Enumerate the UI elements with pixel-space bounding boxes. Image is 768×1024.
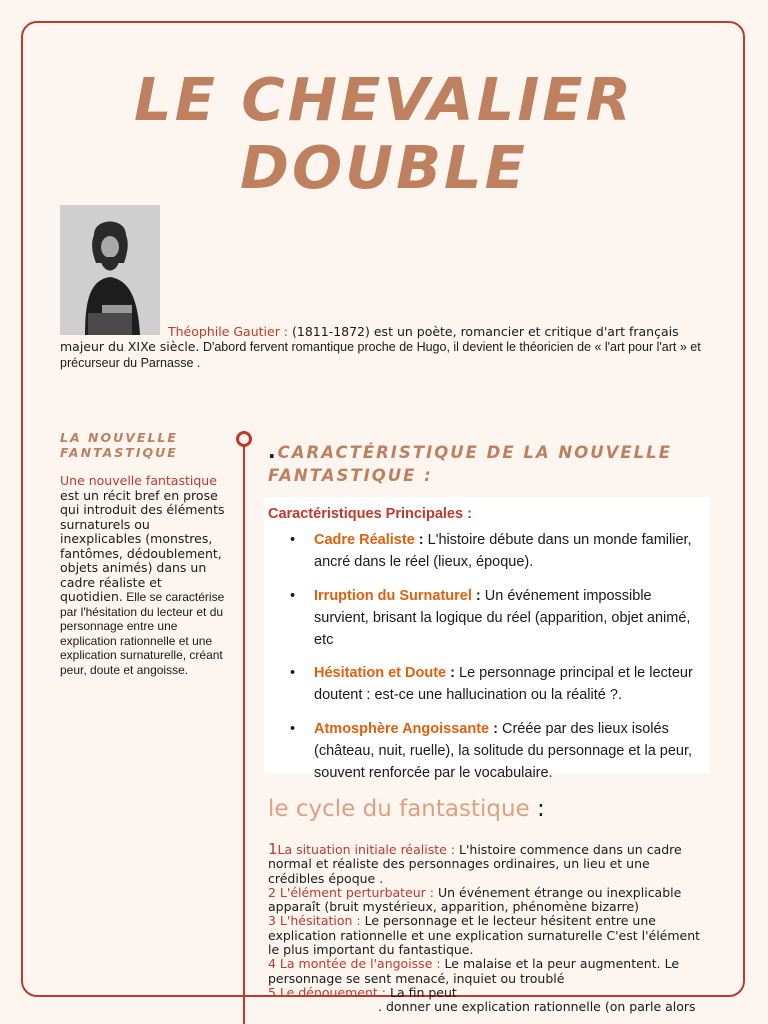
step-number: 1 [268,840,278,858]
step-text: L'histoire commence dans un cadre normal et réaliste des personnages ordinaires, un lieu et une crédibles époque . [268,842,682,886]
item-label: Irruption du Surnaturel [314,587,472,604]
cycle-heading [268,794,545,824]
portrait-image [60,205,160,335]
sidebar-lead: Une nouvelle fantastique [60,473,217,488]
item-text: L'histoire débute dans un monde familier, ancré dans le réel (lieux, époque). [314,532,692,570]
cycle-step [268,914,708,957]
list-item [314,718,706,784]
item-label: Atmosphère Angoissante [314,720,490,737]
step-label: L'élément perturbateur : [275,884,435,900]
cycle-continuation: . donner une explication rationnelle (on parle alors [378,999,696,1015]
list-item [314,529,706,573]
card-title: Caractéristiques Principales : [268,506,472,522]
item-separator: : [489,720,502,737]
step-text: Un événement étrange ou inexplicable apparaît (bruit mystérieux, apparition, phénomène bizarre) [268,884,682,915]
cycle-step [268,986,708,1000]
item-separator: : [471,587,485,604]
sidebar-heading: LA NOUVELLE FANTASTIQUE [60,430,178,460]
characteristics-list [268,529,706,784]
cycle-heading-text: le cycle du fantastique [268,796,530,822]
sidebar-text-a: est un récit bref en prose qui introduit des éléments surnaturels ou inexplicables (monstres, fantômes, dédoublement, objets animés) dans un cadre réaliste et quotidien. [60,487,225,604]
item-text: Créée par des lieux isolés (château, nuit, ruelle), la solitude du personnage et la peur, souvent renforcée par le vocabulaire. [314,720,693,781]
step-text: Le personnage et le lecteur hésitent entre une explication rationnelle et une explication surnaturelle C'est l'élément le plus important du fantastique. [268,913,701,958]
cycle-step [268,886,708,915]
step-label: La situation initiale réaliste : [277,842,456,857]
heading-bullet: . [268,439,278,463]
step-number: 5 [268,984,276,1000]
author-name: Théophile Gautier : [168,324,289,339]
item-separator: : [446,665,460,681]
author-portrait [60,205,160,335]
step-label: L'hésitation : [275,913,361,929]
step-number: 3 [268,913,276,929]
step-text: La fin peut [386,984,457,1000]
item-label: Cadre Réaliste [314,532,415,548]
author-intro-text-a: (1811-1872) est un poète, romancier et critique d'art français majeur du XIXe siècle. [60,324,679,354]
cycle-heading-colon: : [529,796,545,822]
item-text: Un événement impossible survient, brisant la logique du réel (apparition, objet animé, etc [314,587,691,648]
characteristics-heading [268,440,718,487]
characteristics-card [264,497,710,781]
step-label: Le dénouement : [275,984,387,1000]
item-label: Hésitation et Doute [314,665,447,681]
author-intro-text-b: D'abord fervent romantique proche de Hugo, il devient le théoricien de « l'art pour l'art » et précurseur du Parnasse . [60,340,701,370]
page-title: LE CHEVALIER DOUBLE [133,65,635,202]
cycle-steps [268,842,708,1015]
timeline-line [243,444,245,1024]
list-item [314,662,706,706]
step-number: 4 [268,956,276,972]
step-label: La montée de l'angoisse : [275,956,441,972]
cycle-step [268,842,708,886]
author-intro [60,324,720,371]
sidebar-text-b: Elle se caractérise par l'hésitation du lecteur et du personnage entre une explication rationnelle et une explication surnaturelle, créant peur, doute et angoisse. [60,590,225,677]
item-separator: : [414,532,428,548]
cycle-step [268,957,708,986]
characteristics-heading-text: CARACTÉRISTIQUE DE LA NOUVELLE FANTASTIQUE : [268,443,672,485]
item-text: Le personnage principal et le lecteur doutent : est-ce une hallucination ou la réalité ?. [314,665,693,703]
list-item [314,585,706,651]
step-text: Le malaise et la peur augmentent. Le personnage se sent menacé, inquiet ou troublé [268,956,680,986]
sidebar-definition [60,474,228,677]
step-number: 2 [268,884,276,900]
